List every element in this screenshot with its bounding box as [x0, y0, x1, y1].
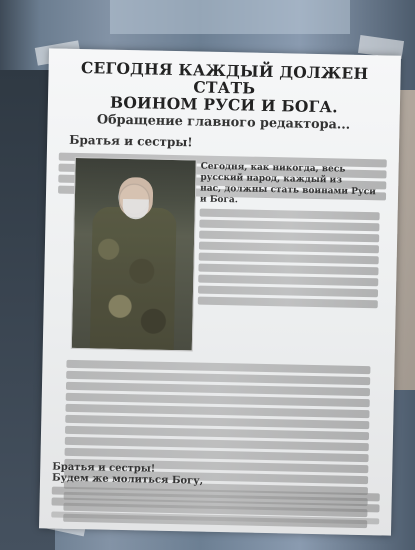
- poster-subtitle: Обращение главного редактора...: [96, 112, 351, 133]
- greeting: Братья и сестры!: [69, 132, 193, 150]
- blurred-text-line: [199, 253, 379, 265]
- closing-line-2: Будем же молиться Богу,: [51, 472, 204, 487]
- closing-block: [51, 462, 380, 528]
- closing-line-1: Братья и сестры!: [52, 461, 156, 475]
- blurred-text-line: [198, 286, 378, 298]
- background-sign: [110, 0, 350, 34]
- blurred-text-line: [198, 297, 378, 309]
- blurred-text-line: [199, 231, 379, 243]
- camouflage-clothing: [90, 206, 177, 350]
- bold-callout-line-2: нас, должны стать воинами Руси и Бога.: [199, 183, 376, 206]
- portrait-photo: [71, 157, 197, 352]
- blurred-text-line: [200, 209, 380, 221]
- right-text-column: [198, 162, 381, 312]
- poster-headline: [58, 59, 391, 117]
- blurred-text-line: [198, 275, 378, 287]
- blurred-text-line: [199, 242, 379, 254]
- headline-line-1: СЕГОДНЯ КАЖДЫЙ ДОЛЖЕН СТАТЬ: [80, 58, 369, 98]
- blurred-text-line: [198, 264, 378, 276]
- headline-line-2: ВОИНОМ РУСИ И БОГА.: [109, 92, 339, 117]
- bold-callout: [198, 162, 381, 309]
- bold-callout-line-1: Сегодня, как никогда, весь русский народ, каждый из: [200, 161, 346, 186]
- blurred-text-line: [199, 220, 379, 232]
- poster-paper: [39, 48, 401, 535]
